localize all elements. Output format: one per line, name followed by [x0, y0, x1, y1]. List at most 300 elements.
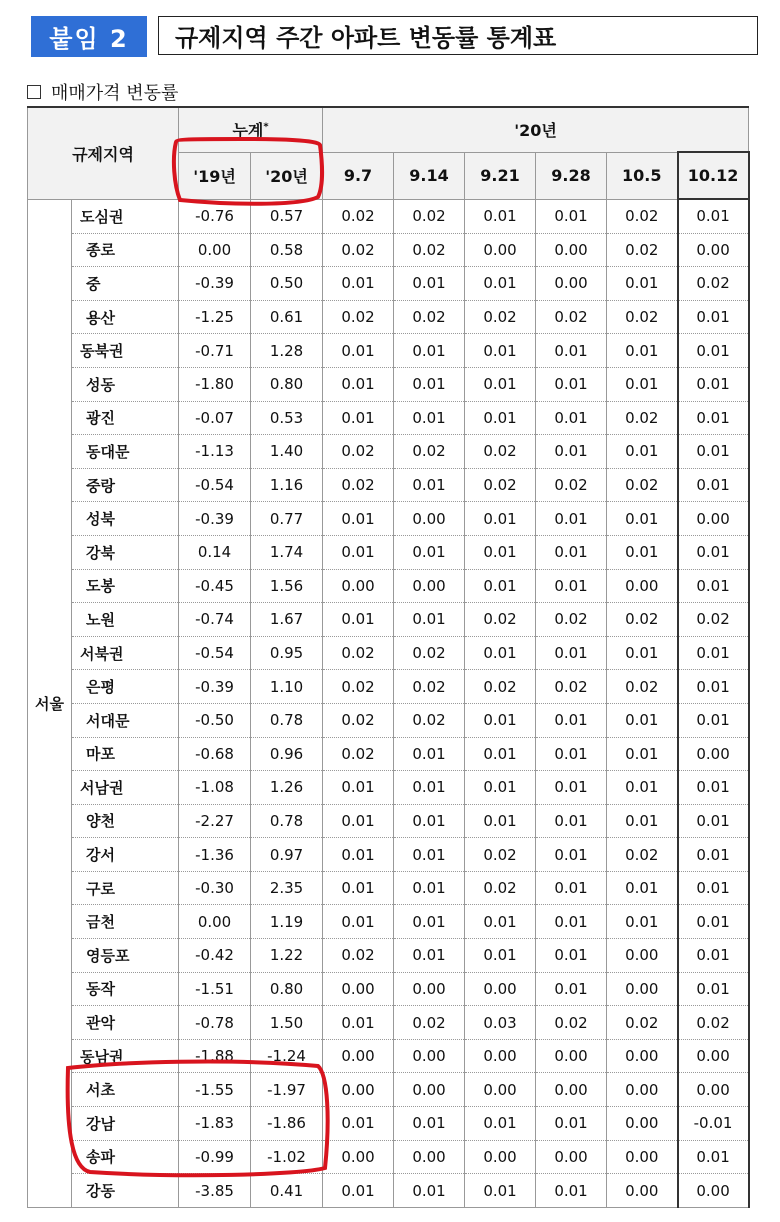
table-row — [28, 737, 749, 771]
weekly-cell: 0.01 — [323, 502, 394, 536]
week-group-header: '20년 — [323, 107, 749, 152]
weekly-cell: 0.01 — [323, 267, 394, 301]
district-cell: 관악 — [72, 1006, 179, 1040]
weekly-cell: 0.01 — [678, 535, 749, 569]
district-group-cell: 서남권 — [72, 771, 179, 805]
cumulative-cell: -0.74 — [179, 603, 251, 637]
weekly-cell: 0.01 — [394, 367, 465, 401]
weekly-cell: 0.02 — [607, 1006, 678, 1040]
weekly-cell: 0.01 — [465, 636, 536, 670]
weekly-cell: 0.01 — [607, 502, 678, 536]
weekly-cell: 0.01 — [678, 300, 749, 334]
cumulative-cell: -1.08 — [179, 771, 251, 805]
weekly-cell: 0.01 — [536, 871, 607, 905]
district-cell: 양천 — [72, 804, 179, 838]
weekly-cell: 0.02 — [607, 199, 678, 233]
weekly-cell: 0.02 — [536, 670, 607, 704]
table-row — [28, 939, 749, 973]
weekly-cell: 0.01 — [465, 199, 536, 233]
cumulative-cell: 1.74 — [251, 535, 323, 569]
weekly-cell: 0.01 — [465, 939, 536, 973]
weekly-cell: 0.01 — [323, 334, 394, 368]
cumulative-cell: 0.77 — [251, 502, 323, 536]
cumulative-cell: 0.50 — [251, 267, 323, 301]
weekly-cell: 0.01 — [394, 401, 465, 435]
price-change-table-wrapper — [27, 106, 749, 1208]
cumulative-cell: -1.55 — [179, 1073, 251, 1107]
weekly-cell: 0.01 — [323, 401, 394, 435]
weekly-cell: 0.01 — [678, 972, 749, 1006]
weekly-cell: 0.01 — [607, 871, 678, 905]
weekly-cell: 0.01 — [536, 1174, 607, 1208]
weekly-cell: 0.02 — [323, 636, 394, 670]
weekly-cell: 0.00 — [607, 1073, 678, 1107]
weekly-cell: 0.02 — [394, 300, 465, 334]
cumulative-cell: -0.54 — [179, 468, 251, 502]
cumulative-cell: 0.41 — [251, 1174, 323, 1208]
weekly-cell: 0.01 — [607, 367, 678, 401]
col-header-week: 9.14 — [394, 152, 465, 199]
district-cell: 동대문 — [72, 435, 179, 469]
weekly-cell: 0.02 — [607, 670, 678, 704]
weekly-cell: 0.02 — [607, 233, 678, 267]
weekly-cell: 0.02 — [465, 603, 536, 637]
weekly-cell: 0.01 — [607, 267, 678, 301]
cumulative-cell: -0.07 — [179, 401, 251, 435]
cumulative-cell: 1.10 — [251, 670, 323, 704]
cumulative-cell: 0.58 — [251, 233, 323, 267]
table-row — [28, 1107, 749, 1141]
weekly-cell: 0.02 — [323, 737, 394, 771]
weekly-cell: 0.02 — [607, 401, 678, 435]
district-cell: 마포 — [72, 737, 179, 771]
weekly-cell: 0.01 — [536, 1107, 607, 1141]
weekly-cell: 0.03 — [465, 1006, 536, 1040]
weekly-cell: 0.01 — [536, 199, 607, 233]
weekly-cell: 0.00 — [607, 1107, 678, 1141]
weekly-cell: 0.01 — [536, 972, 607, 1006]
weekly-cell: 0.01 — [536, 804, 607, 838]
weekly-cell: 0.01 — [678, 334, 749, 368]
col-header-cum-20: '20년 — [251, 152, 323, 199]
table-row — [28, 535, 749, 569]
weekly-cell: 0.00 — [536, 1073, 607, 1107]
cumulative-cell: 0.80 — [251, 367, 323, 401]
weekly-cell: 0.00 — [607, 569, 678, 603]
table-row — [28, 771, 749, 805]
cumulative-cell: -1.88 — [179, 1039, 251, 1073]
cumulative-cell: -2.27 — [179, 804, 251, 838]
cumulative-cell: 1.40 — [251, 435, 323, 469]
district-cell: 성동 — [72, 367, 179, 401]
corner-header: 규제지역 — [28, 107, 179, 199]
weekly-cell: 0.01 — [394, 871, 465, 905]
cumulative-cell: -3.85 — [179, 1174, 251, 1208]
cumulative-cell: -0.50 — [179, 703, 251, 737]
district-cell: 성북 — [72, 502, 179, 536]
district-cell: 영등포 — [72, 939, 179, 973]
weekly-cell: 0.01 — [465, 905, 536, 939]
cumulative-cell: 1.56 — [251, 569, 323, 603]
table-row — [28, 367, 749, 401]
col-header-week: 9.28 — [536, 152, 607, 199]
weekly-cell: 0.01 — [465, 771, 536, 805]
weekly-cell: 0.01 — [465, 401, 536, 435]
weekly-cell: 0.00 — [323, 1073, 394, 1107]
weekly-cell: 0.01 — [465, 334, 536, 368]
weekly-cell: 0.02 — [678, 1006, 749, 1040]
checkbox-icon — [27, 85, 41, 99]
weekly-cell: 0.01 — [678, 905, 749, 939]
weekly-cell: 0.00 — [536, 267, 607, 301]
weekly-cell: 0.01 — [607, 334, 678, 368]
weekly-cell: 0.02 — [394, 636, 465, 670]
weekly-cell: 0.01 — [323, 367, 394, 401]
weekly-cell: 0.01 — [323, 838, 394, 872]
weekly-cell: 0.00 — [678, 233, 749, 267]
weekly-cell: 0.02 — [678, 267, 749, 301]
col-header-week: 9.21 — [465, 152, 536, 199]
weekly-cell: 0.01 — [394, 905, 465, 939]
district-group-cell: 동북권 — [72, 334, 179, 368]
weekly-cell: 0.02 — [323, 703, 394, 737]
cumulative-cell: 1.19 — [251, 905, 323, 939]
weekly-cell: 0.00 — [678, 1073, 749, 1107]
weekly-cell: 0.01 — [678, 939, 749, 973]
table-row — [28, 435, 749, 469]
section-heading — [27, 79, 178, 105]
weekly-cell: 0.01 — [465, 367, 536, 401]
weekly-cell: 0.01 — [607, 535, 678, 569]
table-row — [28, 636, 749, 670]
weekly-cell: 0.01 — [678, 636, 749, 670]
weekly-cell: 0.02 — [465, 435, 536, 469]
weekly-cell: 0.00 — [323, 569, 394, 603]
weekly-cell: 0.02 — [607, 838, 678, 872]
weekly-cell: 0.00 — [536, 233, 607, 267]
table-row — [28, 905, 749, 939]
weekly-cell: 0.02 — [465, 468, 536, 502]
cumulative-cell: -1.02 — [251, 1140, 323, 1174]
cumulative-cell: -1.24 — [251, 1039, 323, 1073]
weekly-cell: 0.01 — [465, 703, 536, 737]
weekly-cell: 0.01 — [323, 804, 394, 838]
weekly-cell: 0.01 — [394, 1107, 465, 1141]
table-row — [28, 838, 749, 872]
weekly-cell: 0.01 — [678, 435, 749, 469]
weekly-cell: 0.01 — [536, 737, 607, 771]
weekly-cell: 0.01 — [607, 703, 678, 737]
district-cell: 강남 — [72, 1107, 179, 1141]
weekly-cell: 0.02 — [536, 300, 607, 334]
weekly-cell: 0.01 — [394, 603, 465, 637]
table-row — [28, 300, 749, 334]
weekly-cell: 0.01 — [536, 367, 607, 401]
col-header-week: 10.5 — [607, 152, 678, 199]
district-cell: 강동 — [72, 1174, 179, 1208]
page-title: 규제지역 주간 아파트 변동률 통계표 — [158, 16, 758, 55]
weekly-cell: 0.01 — [536, 636, 607, 670]
cumulative-cell: -0.39 — [179, 502, 251, 536]
weekly-cell: 0.00 — [465, 1140, 536, 1174]
weekly-cell: 0.01 — [465, 267, 536, 301]
cumulative-cell: -0.54 — [179, 636, 251, 670]
table-row — [28, 199, 749, 233]
col-header-cum-19: '19년 — [179, 152, 251, 199]
table-row — [28, 603, 749, 637]
table-row — [28, 1140, 749, 1174]
weekly-cell: 0.02 — [394, 233, 465, 267]
weekly-cell: 0.00 — [536, 1140, 607, 1174]
weekly-cell: 0.02 — [323, 435, 394, 469]
weekly-cell: 0.02 — [323, 300, 394, 334]
weekly-cell: 0.01 — [678, 771, 749, 805]
table-row — [28, 670, 749, 704]
weekly-cell: 0.01 — [536, 334, 607, 368]
cumulative-cell: -0.30 — [179, 871, 251, 905]
weekly-cell: 0.01 — [323, 1107, 394, 1141]
cumulative-cell: -0.78 — [179, 1006, 251, 1040]
table-row — [28, 1039, 749, 1073]
weekly-cell: 0.00 — [465, 1039, 536, 1073]
weekly-cell: 0.00 — [607, 1174, 678, 1208]
weekly-cell: 0.02 — [536, 468, 607, 502]
cumulative-cell: -1.13 — [179, 435, 251, 469]
weekly-cell: 0.01 — [465, 804, 536, 838]
district-cell: 용산 — [72, 300, 179, 334]
cumulative-cell: -1.36 — [179, 838, 251, 872]
cumulative-cell: 0.80 — [251, 972, 323, 1006]
district-cell: 동작 — [72, 972, 179, 1006]
weekly-cell: 0.01 — [536, 435, 607, 469]
table-row — [28, 871, 749, 905]
weekly-cell: 0.00 — [678, 502, 749, 536]
weekly-cell: 0.02 — [678, 603, 749, 637]
weekly-cell: 0.02 — [536, 1006, 607, 1040]
weekly-cell: 0.01 — [607, 737, 678, 771]
weekly-cell: 0.00 — [394, 569, 465, 603]
weekly-cell: 0.01 — [678, 1140, 749, 1174]
district-cell: 서대문 — [72, 703, 179, 737]
cumulative-cell: 0.95 — [251, 636, 323, 670]
table-row — [28, 1006, 749, 1040]
cumulative-cell: 0.53 — [251, 401, 323, 435]
cumulative-cell: 0.00 — [179, 233, 251, 267]
cumulative-cell: 0.78 — [251, 703, 323, 737]
weekly-cell: 0.01 — [323, 771, 394, 805]
weekly-cell: 0.01 — [465, 535, 536, 569]
weekly-cell: 0.01 — [394, 737, 465, 771]
weekly-cell: 0.01 — [536, 838, 607, 872]
weekly-cell: 0.00 — [536, 1039, 607, 1073]
cumulative-cell: 1.26 — [251, 771, 323, 805]
cumulative-cell: 1.22 — [251, 939, 323, 973]
weekly-cell: 0.00 — [323, 972, 394, 1006]
weekly-cell: 0.02 — [607, 603, 678, 637]
weekly-cell: 0.01 — [394, 267, 465, 301]
weekly-cell: -0.01 — [678, 1107, 749, 1141]
cumulative-cell: 0.61 — [251, 300, 323, 334]
district-cell: 은평 — [72, 670, 179, 704]
weekly-cell: 0.02 — [323, 199, 394, 233]
table-row — [28, 703, 749, 737]
weekly-cell: 0.00 — [394, 1039, 465, 1073]
attachment-badge: 붙임 2 — [31, 16, 147, 57]
weekly-cell: 0.01 — [678, 367, 749, 401]
weekly-cell: 0.01 — [394, 334, 465, 368]
weekly-cell: 0.01 — [536, 535, 607, 569]
weekly-cell: 0.01 — [678, 804, 749, 838]
cumulative-cell: 0.96 — [251, 737, 323, 771]
table-row — [28, 267, 749, 301]
weekly-cell: 0.01 — [465, 1107, 536, 1141]
weekly-cell: 0.01 — [323, 1006, 394, 1040]
cumulative-cell: 1.67 — [251, 603, 323, 637]
table-row — [28, 334, 749, 368]
cumulative-cell: 2.35 — [251, 871, 323, 905]
district-cell: 도봉 — [72, 569, 179, 603]
weekly-cell: 0.00 — [465, 972, 536, 1006]
cumulative-cell: -0.39 — [179, 267, 251, 301]
cumulative-cell: 1.50 — [251, 1006, 323, 1040]
table-row — [28, 468, 749, 502]
district-cell: 서초 — [72, 1073, 179, 1107]
cumulative-cell: 1.16 — [251, 468, 323, 502]
weekly-cell: 0.02 — [536, 603, 607, 637]
weekly-cell: 0.01 — [607, 636, 678, 670]
weekly-cell: 0.01 — [536, 905, 607, 939]
cumulative-cell: -0.68 — [179, 737, 251, 771]
cumulative-cell: 0.14 — [179, 535, 251, 569]
weekly-cell: 0.01 — [465, 1174, 536, 1208]
table-row — [28, 233, 749, 267]
weekly-cell: 0.02 — [465, 300, 536, 334]
weekly-cell: 0.01 — [607, 905, 678, 939]
weekly-cell: 0.01 — [394, 535, 465, 569]
weekly-cell: 0.02 — [465, 871, 536, 905]
weekly-cell: 0.02 — [394, 435, 465, 469]
cumulative-cell: -0.99 — [179, 1140, 251, 1174]
cumulative-cell: -0.42 — [179, 939, 251, 973]
district-group-cell: 서북권 — [72, 636, 179, 670]
cumulative-cell: 0.00 — [179, 905, 251, 939]
weekly-cell: 0.01 — [323, 535, 394, 569]
weekly-cell: 0.01 — [323, 1174, 394, 1208]
region-cell: 서울 — [28, 199, 72, 1207]
weekly-cell: 0.00 — [607, 1140, 678, 1174]
weekly-cell: 0.01 — [465, 569, 536, 603]
weekly-cell: 0.00 — [465, 1073, 536, 1107]
weekly-cell: 0.01 — [465, 502, 536, 536]
weekly-cell: 0.01 — [394, 468, 465, 502]
table-row — [28, 1073, 749, 1107]
weekly-cell: 0.00 — [323, 1039, 394, 1073]
weekly-cell: 0.02 — [394, 1006, 465, 1040]
cumulative-cell: -1.80 — [179, 367, 251, 401]
weekly-cell: 0.02 — [323, 939, 394, 973]
cumulative-cell: -1.51 — [179, 972, 251, 1006]
weekly-cell: 0.01 — [607, 804, 678, 838]
weekly-cell: 0.01 — [678, 703, 749, 737]
district-cell: 노원 — [72, 603, 179, 637]
cumulative-cell: 0.78 — [251, 804, 323, 838]
weekly-cell: 0.00 — [394, 1073, 465, 1107]
district-cell: 송파 — [72, 1140, 179, 1174]
weekly-cell: 0.01 — [607, 435, 678, 469]
weekly-cell: 0.00 — [323, 1140, 394, 1174]
col-header-week-latest: 10.12 — [678, 152, 749, 199]
table-row — [28, 502, 749, 536]
weekly-cell: 0.01 — [465, 737, 536, 771]
section-label: 매매가격 변동률 — [51, 83, 179, 104]
weekly-cell: 0.01 — [536, 771, 607, 805]
price-change-table — [27, 106, 750, 1208]
cumulative-cell: 1.28 — [251, 334, 323, 368]
weekly-cell: 0.00 — [465, 233, 536, 267]
weekly-cell: 0.01 — [323, 871, 394, 905]
weekly-cell: 0.00 — [394, 1140, 465, 1174]
table-row — [28, 804, 749, 838]
weekly-cell: 0.00 — [678, 1039, 749, 1073]
district-cell: 중랑 — [72, 468, 179, 502]
weekly-cell: 0.01 — [678, 871, 749, 905]
weekly-cell: 0.02 — [394, 670, 465, 704]
cumulative-cell: -1.97 — [251, 1073, 323, 1107]
weekly-cell: 0.00 — [394, 972, 465, 1006]
table-row — [28, 1174, 749, 1208]
district-cell: 광진 — [72, 401, 179, 435]
cumulative-cell: -1.25 — [179, 300, 251, 334]
district-cell: 구로 — [72, 871, 179, 905]
district-group-cell: 동남권 — [72, 1039, 179, 1073]
weekly-cell: 0.00 — [394, 502, 465, 536]
weekly-cell: 0.01 — [394, 804, 465, 838]
cumulative-group-header: 누계* — [179, 107, 323, 152]
cumulative-cell: -0.76 — [179, 199, 251, 233]
weekly-cell: 0.01 — [394, 838, 465, 872]
weekly-cell: 0.01 — [678, 468, 749, 502]
weekly-cell: 0.02 — [323, 233, 394, 267]
weekly-cell: 0.00 — [607, 1039, 678, 1073]
weekly-cell: 0.02 — [465, 670, 536, 704]
weekly-cell: 0.01 — [394, 771, 465, 805]
table-row — [28, 569, 749, 603]
weekly-cell: 0.01 — [536, 502, 607, 536]
weekly-cell: 0.01 — [678, 199, 749, 233]
col-header-week: 9.7 — [323, 152, 394, 199]
weekly-cell: 0.01 — [678, 401, 749, 435]
weekly-cell: 0.01 — [323, 905, 394, 939]
cumulative-cell: -0.39 — [179, 670, 251, 704]
cumulative-cell: 0.57 — [251, 199, 323, 233]
table-body — [28, 199, 749, 1207]
district-cell: 금천 — [72, 905, 179, 939]
cumulative-cell: -0.45 — [179, 569, 251, 603]
weekly-cell: 0.02 — [465, 838, 536, 872]
table-row — [28, 401, 749, 435]
weekly-cell: 0.01 — [678, 670, 749, 704]
weekly-cell: 0.01 — [394, 1174, 465, 1208]
district-cell: 종로 — [72, 233, 179, 267]
district-group-cell: 도심권 — [72, 199, 179, 233]
weekly-cell: 0.00 — [678, 737, 749, 771]
weekly-cell: 0.02 — [394, 199, 465, 233]
district-cell: 강서 — [72, 838, 179, 872]
weekly-cell: 0.02 — [607, 468, 678, 502]
district-cell: 중 — [72, 267, 179, 301]
weekly-cell: 0.01 — [536, 401, 607, 435]
district-cell: 강북 — [72, 535, 179, 569]
